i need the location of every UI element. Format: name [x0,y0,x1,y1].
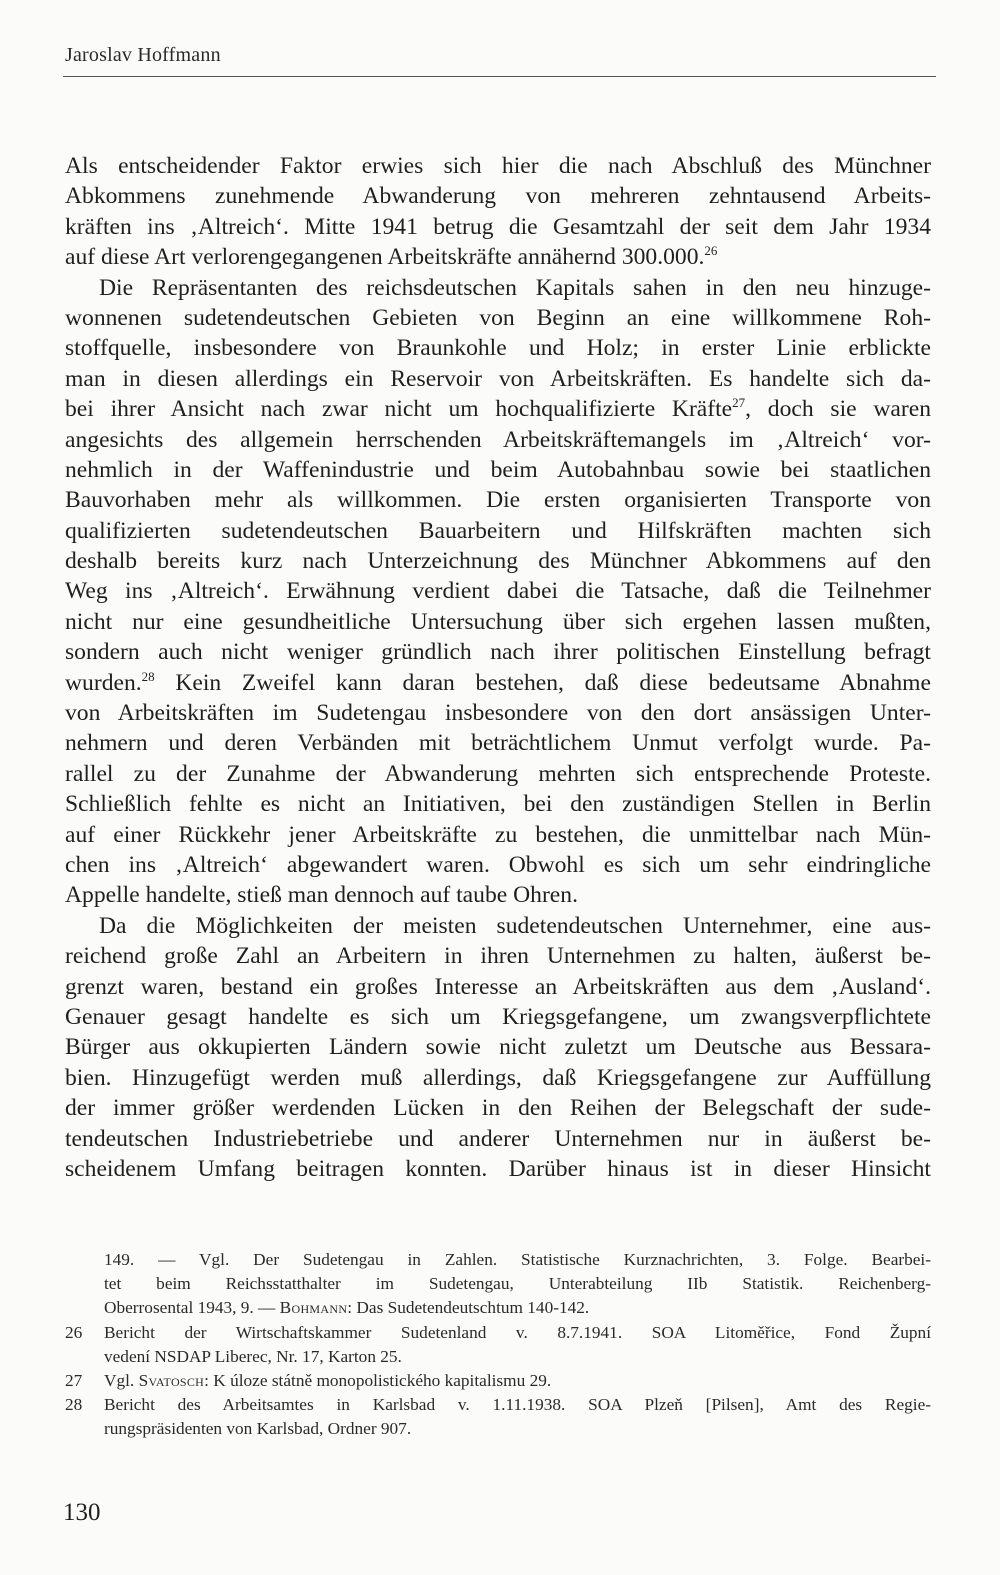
footnote-ref-26: 26 [704,243,718,259]
text-segment: auf diese Art verlorengegangenen Arbeitskräfte annähernd 300.000. [65,244,705,271]
footnote-line [104,1369,931,1393]
header-rule [63,76,936,77]
footnote-28 [65,1393,931,1441]
text-line: nehmlich in der Waffenindustrie und beim Autobahnbau sowie bei staatlichen [65,456,931,483]
text-line: Da die Möglichkeiten der meisten sudetendeutschen Unternehmer, eine aus- [99,912,931,939]
text-line: tendeutschen Industriebetriebe und anderer Unternehmen nur in äußerst be- [65,1125,931,1152]
footnote-ref-27: 27 [732,395,746,411]
footnote-ref-28: 28 [141,668,155,684]
text-line: auf einer Rückkehr jener Arbeitskräfte zu bestehen, die unmittelbar nach Mün- [65,821,931,848]
text-line: qualifizierten sudetendeutschen Bauarbeitern und Hilfskräften machten sich [65,517,931,544]
text-segment: : Das Sudetendeutschtum 140-142. [347,1298,590,1318]
text-line: grenzt waren, bestand ein großes Interesse an Arbeitskräften aus dem ‚Ausland‘. [65,973,931,1000]
text-line: deshalb bereits kurz nach Unterzeichnung des Münchner Abkommens auf den [65,548,931,575]
text-line: nehmern und deren Verbänden mit beträchtlichem Unmut verfolgt wurde. Pa- [65,730,931,757]
footnote-line: rungspräsidenten von Karlsbad, Ordner 907. [104,1419,412,1439]
author-name: Bohmann [279,1298,348,1318]
text-line: angesichts des allgemein herrschenden Arbeitskräftemangels im ‚Altreich‘ vor- [65,426,931,453]
text-line: Bauvorhaben mehr als willkommen. Die ersten organisierten Transporte von [65,487,931,514]
text-line: Genauer gesagt handelte es sich um Kriegsgefangene, um zwangsverpflichtete [65,1003,931,1030]
footnote-number: 26 [65,1322,83,1342]
footnote-26 [65,1321,931,1369]
text-line: bien. Hinzugefügt werden muß allerdings, daß Kriegsgefangene zur Auffüllung [65,1064,931,1091]
text-line: man in diesen allerdings ein Reservoir von Arbeitskräften. Es handelte sich da- [65,365,931,392]
text-line: Bürger aus okkupierten Ländern sowie nicht zuletzt um Deutsche aus Bessara- [65,1034,931,1061]
text-line [65,242,931,272]
author-name: Svatosch [138,1370,205,1390]
text-line [65,394,931,424]
footnotes [65,1248,931,1442]
text-segment: , doch sie waren [745,396,931,423]
text-line: sondern auch nicht weniger gründlich nach ihrer politischen Einstellung befragt [65,639,931,666]
text-line: Weg ins ‚Altreich‘. Erwähnung verdient dabei die Tatsache, daß die Teilnehmer [65,578,931,605]
text-line [65,668,931,698]
text-line: kräften ins ‚Altreich‘. Mitte 1941 betrug die Gesamtzahl der seit dem Jahr 1934 [65,213,931,240]
text-line: Abkommens zunehmende Abwanderung von mehreren zehntausend Arbeits- [65,183,931,210]
text-line: stoffquelle, insbesondere von Braunkohle und Holz; in erster Linie erblickte [65,335,931,362]
text-line: Schließlich fehlte es nicht an Initiativen, bei den zuständigen Stellen in Berlin [65,791,931,818]
main-text [65,151,931,1184]
text-line: wonnenen sudetendeutschen Gebieten von Beginn an eine willkommene Roh- [65,304,931,331]
footnote-line: tet beim Reichsstatthalter im Sudetengau, Unterabteilung IIb Statistik. Reichenberg- [104,1274,931,1294]
text-segment: : K úloze státně monopolistického kapitalismu 29. [204,1370,552,1390]
text-segment: Kein Zweifel kann daran bestehen, daß diese bedeutsame Abnahme [154,669,931,696]
running-head: Jaroslav Hoffmann [65,44,221,66]
text-line: chen ins ‚Altreich‘ abgewandert waren. Obwohl es sich um sehr eindringliche [65,851,931,878]
text-line: scheidenem Umfang beitragen konnten. Darüber hinaus ist in dieser Hinsicht [65,1155,931,1182]
text-line: Die Repräsentanten des reichsdeutschen Kapitals sahen in den neu hinzuge- [99,274,931,301]
page-number: 130 [63,1499,101,1526]
text-segment: bei ihrer Ansicht nach zwar nicht um hochqualifizierte Kräfte [65,396,733,423]
text-segment: wurden. [65,669,142,696]
footnote-line: Bericht der Wirtschaftskammer Sudetenland v. 8.7.1941. SOA Litoměřice, Fond Župní [104,1322,931,1342]
footnote-line [104,1296,931,1320]
text-line: Als entscheidender Faktor erwies sich hier die nach Abschluß des Münchner [65,153,931,179]
footnote-line: vedení NSDAP Liberec, Nr. 17, Karton 25. [104,1346,402,1366]
text-line: rallel zu der Zunahme der Abwanderung mehrten sich entsprechende Proteste. [65,760,931,787]
text-line: von Arbeitskräften im Sudetengau insbesondere von den dort ansässigen Unter- [65,700,931,727]
footnote-number: 28 [65,1395,83,1415]
text-segment: Vgl. [104,1370,139,1390]
text-line: der immer größer werdenden Lücken in den Reihen der Belegschaft der sude- [65,1095,931,1122]
footnote-line: 149. — Vgl. Der Sudetengau in Zahlen. Statistische Kurznachrichten, 3. Folge. Bearbei- [104,1250,931,1269]
footnote-line: Bericht des Arbeitsamtes in Karlsbad v. 1.11.1938. SOA Plzeň [Pilsen], Amt des Regie- [104,1395,931,1415]
text-line: Appelle handelte, stieß man dennoch auf taube Ohren. [65,882,578,909]
text-line: nicht nur eine gesundheitliche Untersuchung über sich ergehen lassen mußten, [65,608,931,635]
footnote-number: 27 [65,1370,83,1390]
footnote-continuation [65,1248,931,1321]
text-segment: Oberrosental 1943, 9. — [104,1298,280,1318]
footnote-27 [65,1369,931,1393]
text-line: reichend große Zahl an Arbeitern in ihren Unternehmen zu halten, äußerst be- [65,943,931,970]
